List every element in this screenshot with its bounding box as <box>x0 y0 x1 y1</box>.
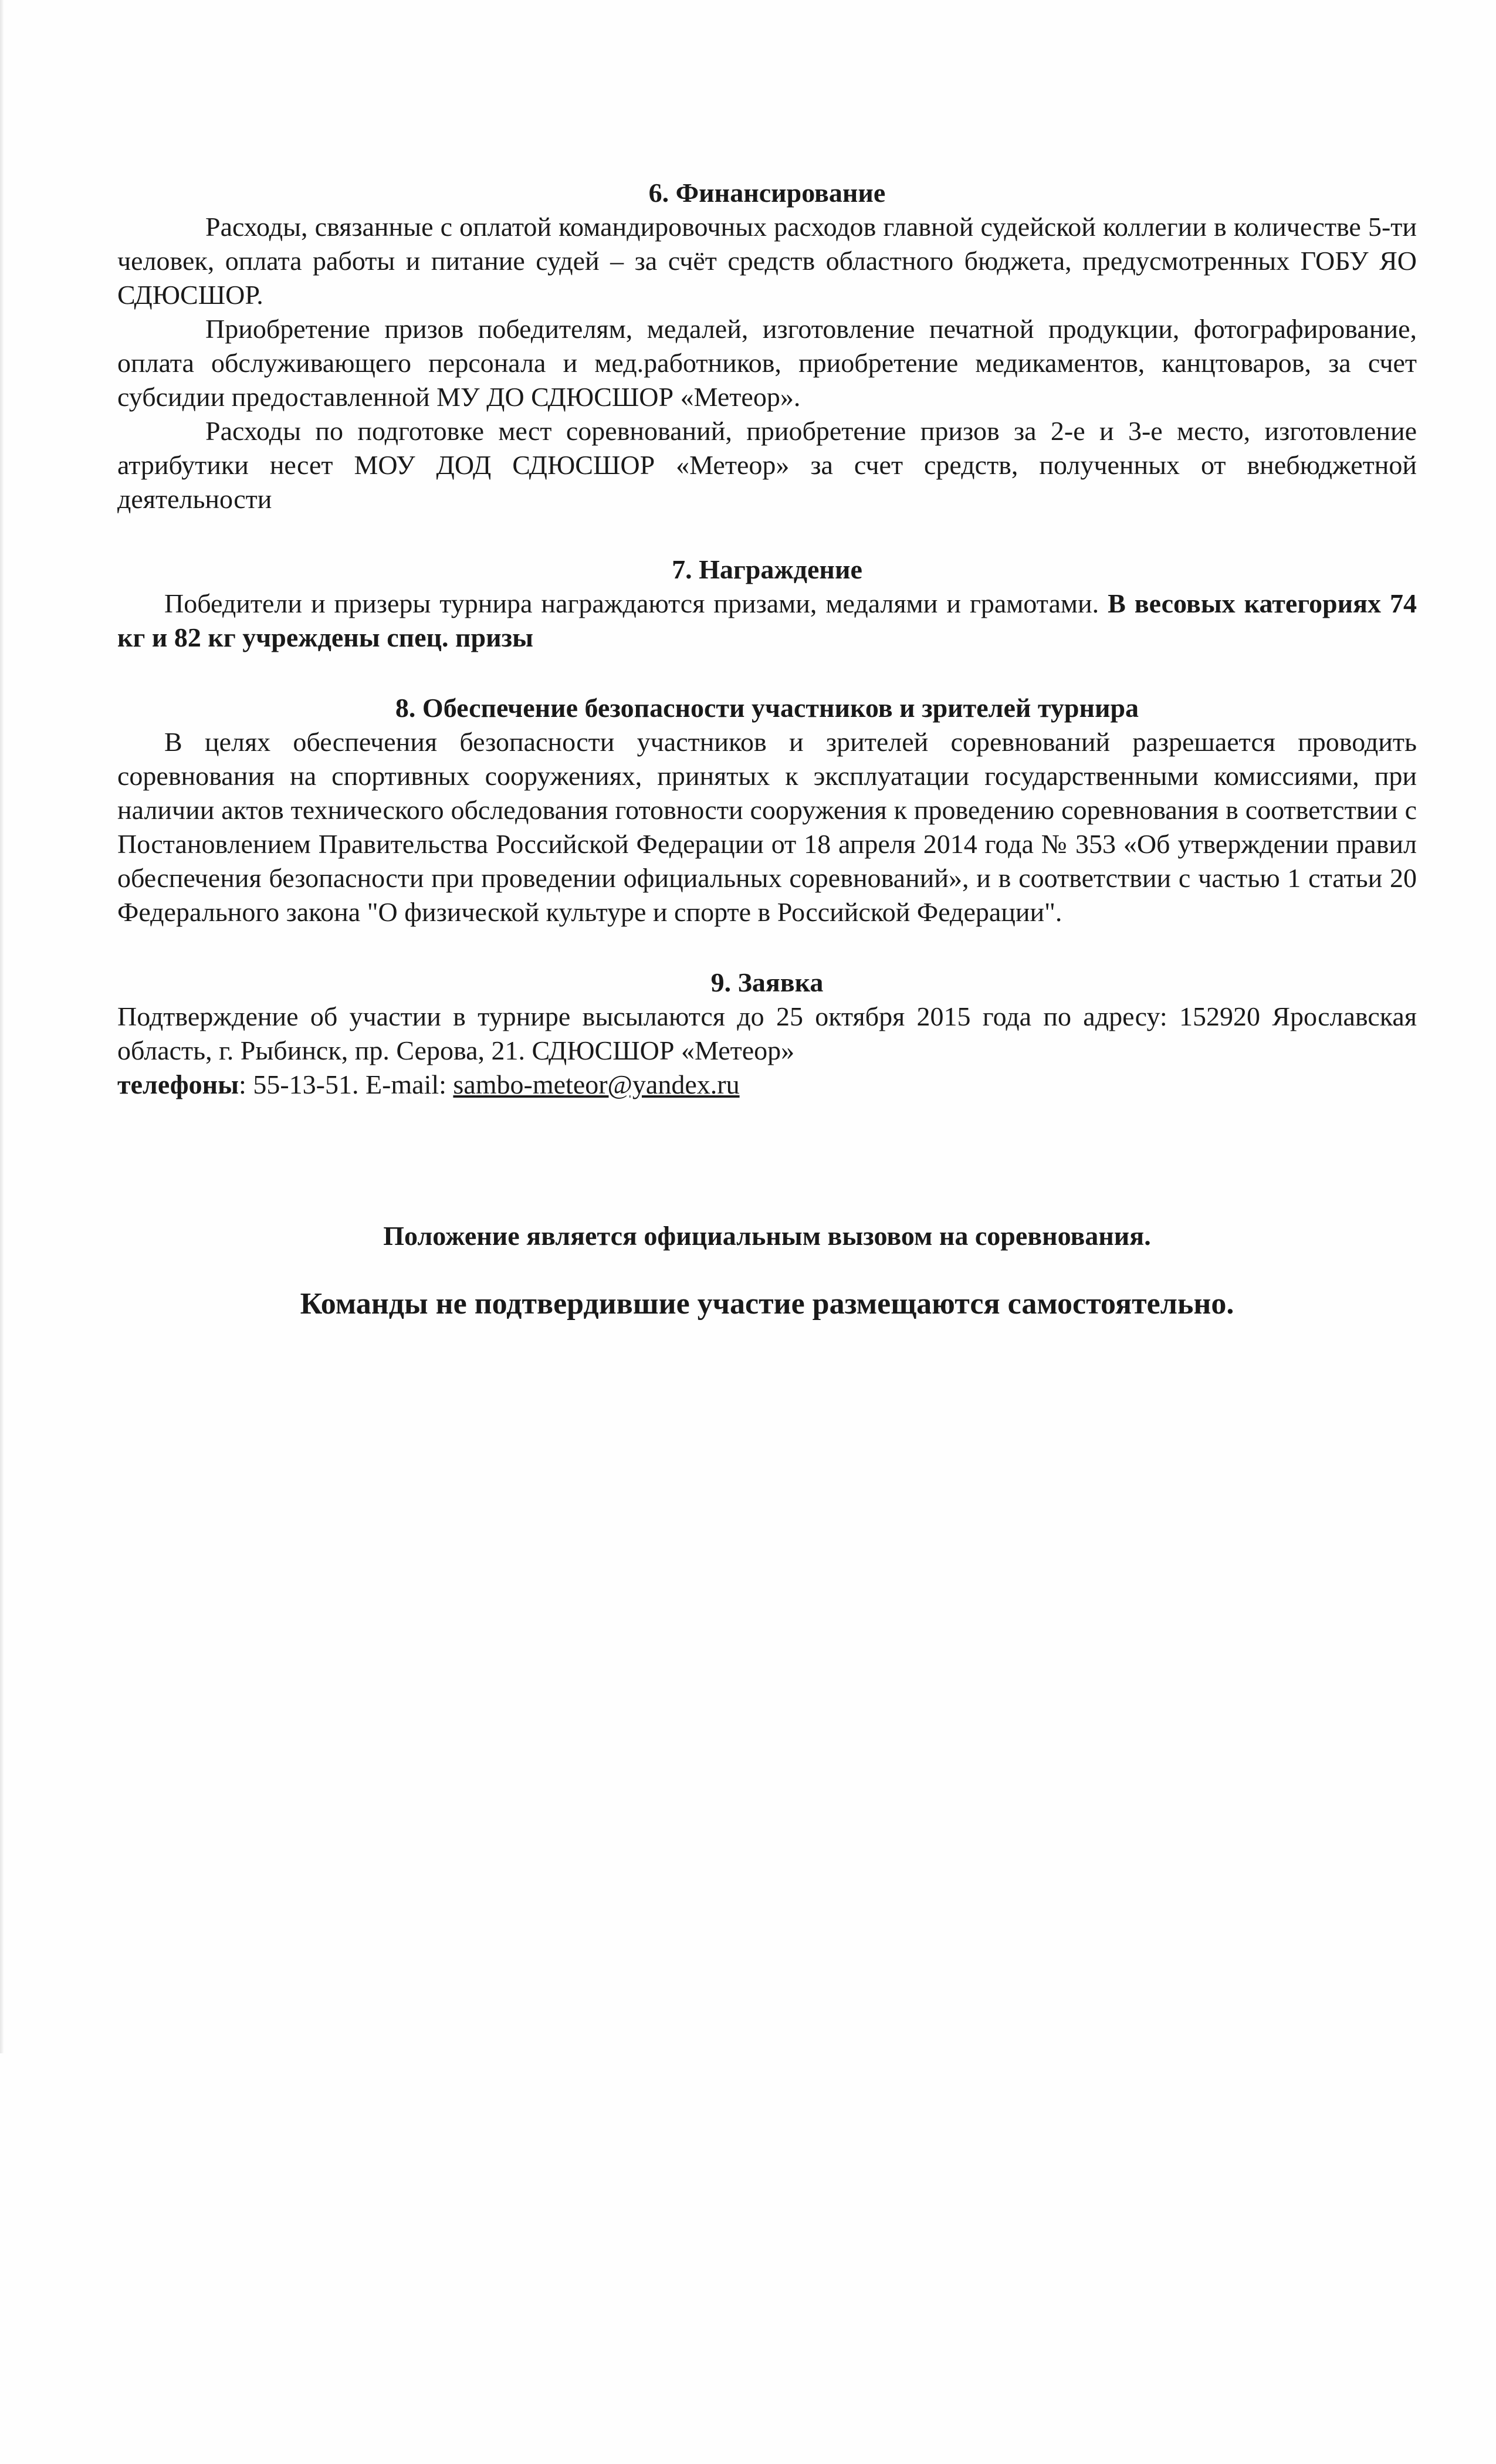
awards-special-prizes: В весовых категориях 74 кг и 82 кг учреждены спец. призы <box>117 588 1417 652</box>
section-safety <box>117 691 1417 929</box>
awards-paragraph <box>117 587 1417 655</box>
financing-paragraph-3: Расходы по подготовке мест соревнований, приобретение призов за 2-е и 3-е место, изготовление атрибутики несет МОУ ДОД СДЮСШОР «Метеор» за счет средств, полученных от внебюджетной деятельности <box>117 416 1417 514</box>
section-application <box>117 966 1417 1102</box>
email-link[interactable]: sambo-meteor@yandex.ru <box>453 1069 740 1099</box>
spacer <box>117 1102 1417 1219</box>
financing-paragraph-2: Приобретение призов победителям, медалей, изготовление печатной продукции, фотографирование, оплата обслуживающего персонала и мед.работников, приобретение медикаментов, канцтоваров, за счет субсидии предоставленной МУ ДО СДЮСШОР «Метеор». <box>117 314 1417 412</box>
official-call-notice: Положение является официальным вызовом на соревнования. <box>383 1221 1151 1251</box>
spacer <box>117 655 1417 691</box>
phones-label: телефоны <box>117 1069 239 1099</box>
section-financing <box>117 176 1417 516</box>
section-awards <box>117 553 1417 655</box>
section-title-safety: 8. Обеспечение безопасности участников и зрителей турнира <box>395 693 1139 723</box>
spacer <box>117 1253 1417 1285</box>
awards-text: Победители и призеры турнира награждаются призами, медалями и грамотами. <box>164 588 1099 618</box>
phones-value: : 55-13-51. E-mail: <box>239 1069 453 1099</box>
scan-edge <box>0 0 4 2053</box>
spacer <box>117 516 1417 553</box>
application-paragraph: Подтверждение об участии в турнире высылаются до 25 октября 2015 года по адресу: 152920 Ярославская область, г. Рыбинск, пр. Серова, 21. СДЮСШОР «Метеор» <box>117 1001 1417 1065</box>
safety-paragraph: В целях обеспечения безопасности участников и зрителей соревнований разрешается проводить соревнования на спортивных сооружениях, принятых к эксплуатации государственными комиссиями, при наличии актов технического обследования готовности сооружения к проведению соревнования в соответствии с Постановлением Правительства Российской Федерации от 18 апреля 2014 года № 353 «Об утверждении правил обеспечения безопасности при проведении официальных соревнований», и в соответствии с частью 1 статьи 20 Федерального закона "О физической культуре и спорте в Российской Федерации". <box>117 727 1417 927</box>
section-title-application: 9. Заявка <box>710 967 824 997</box>
document-content <box>117 176 1417 1324</box>
contact-line <box>117 1068 1417 1102</box>
financing-paragraph-1: Расходы, связанные с оплатой командировочных расходов главной судейской коллегии в количестве 5-ти человек, оплата работы и питание судей – за счёт средств областного бюджета, предусмотренных ГОБУ ЯО СДЮСШОР. <box>117 212 1417 310</box>
spacer <box>117 929 1417 966</box>
section-title-awards: 7. Награждение <box>672 554 862 584</box>
self-accommodation-notice: Команды не подтвердившие участие размещаются самостоятельно. <box>300 1287 1234 1321</box>
section-title-financing: 6. Финансирование <box>648 178 886 208</box>
